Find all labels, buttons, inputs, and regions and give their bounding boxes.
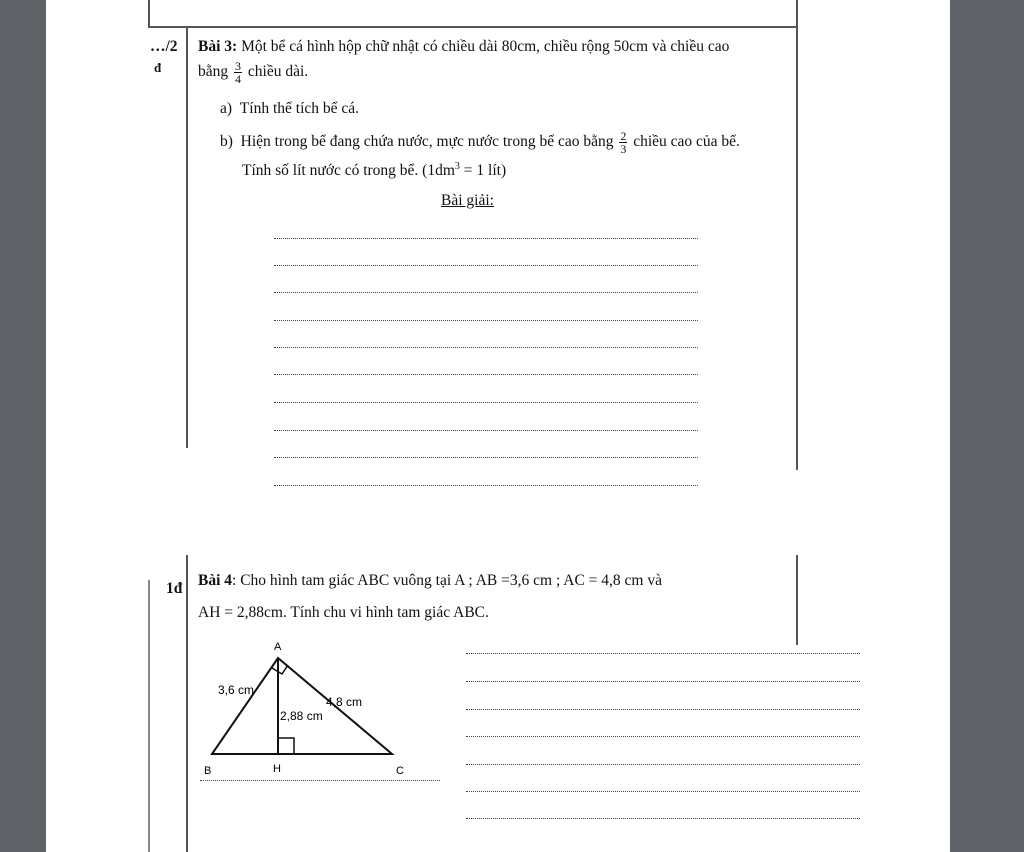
triangle-abc: [212, 658, 392, 754]
bai3-score-unit: đ: [154, 60, 162, 75]
answer-line[interactable]: [466, 736, 860, 737]
triangle-abc-figure: [196, 632, 446, 782]
answer-line[interactable]: [274, 430, 698, 431]
right-angle-h: [278, 738, 294, 754]
label-ac: 4,8 cm: [326, 695, 363, 709]
bai3-solution-label: Bài giải:: [441, 192, 494, 209]
label-ah: 2,88 cm: [280, 709, 323, 723]
bai3-item-a: a) Tính thể tích bể cá.: [220, 100, 360, 117]
label-b: B: [204, 765, 212, 777]
bai4-title: Bài 4: [198, 572, 233, 589]
answer-line[interactable]: [274, 238, 698, 239]
bai3-text-1: Một bể cá hình hộp chữ nhật có chiều dài 80cm, chiều rộng 50cm và chiều cao: [241, 38, 730, 55]
top-border: [148, 0, 150, 26]
figure-baseline-dots: [200, 780, 440, 781]
answer-line[interactable]: [274, 374, 698, 375]
label-h: H: [273, 763, 281, 775]
answer-line[interactable]: [466, 709, 860, 710]
bai3-line2: [198, 60, 308, 85]
fraction-2-3: $\frac{2}{3}$: [620, 129, 627, 156]
label-c: C: [396, 765, 404, 777]
bai4-score: 1đ: [166, 580, 183, 597]
bai3-item-b-line2: Tính số lít nước có trong bể. ($1dm^3 = 1$ lít): [242, 161, 507, 180]
bai3-item-b: b) Hiện trong bể đang chứa nước, mực nước trong bể cao bằng $\frac{2}{3}$ chiều cao của bể.: [220, 129, 740, 156]
bai4-line2: AH = 2,88cm. Tính chu vi hình tam giác ABC.: [198, 604, 489, 621]
answer-line[interactable]: [274, 292, 698, 293]
answer-line[interactable]: [274, 402, 698, 403]
answer-line[interactable]: [274, 320, 698, 321]
answer-line[interactable]: [466, 791, 860, 792]
label-a: A: [274, 641, 282, 653]
answer-line[interactable]: [466, 818, 860, 819]
answer-line[interactable]: [466, 653, 860, 654]
column-divider-lower: [186, 555, 188, 852]
bai3-text-2-pre: bằng: [198, 63, 229, 81]
right-border: [796, 0, 798, 470]
bai4-line1: Bài 4: Cho hình tam giác ABC vuông tại A ; AB =3,6 cm ; AC = 4,8 cm và: [198, 572, 662, 589]
answer-line[interactable]: [466, 681, 860, 682]
label-ab: 3,6 cm: [218, 683, 255, 697]
answer-line[interactable]: [274, 347, 698, 348]
answer-line[interactable]: [466, 764, 860, 765]
right-angle-a: [272, 665, 288, 674]
bai3-text-2-post: chiều dài.: [247, 63, 309, 81]
bai3-line1: [198, 38, 729, 56]
left-margin-mark: [148, 580, 150, 852]
worksheet-page: [46, 0, 950, 852]
row-divider-top: [148, 26, 796, 28]
answer-line[interactable]: [274, 265, 698, 266]
right-border-lower: [796, 555, 798, 645]
fraction-3-4: $\frac{3}{4}$: [235, 59, 242, 86]
answer-line[interactable]: [274, 457, 698, 458]
answer-line[interactable]: [274, 485, 698, 486]
column-divider: [186, 28, 188, 448]
bai3-score: …/2: [150, 38, 178, 55]
bai3-title: Bài 3:: [198, 38, 238, 55]
